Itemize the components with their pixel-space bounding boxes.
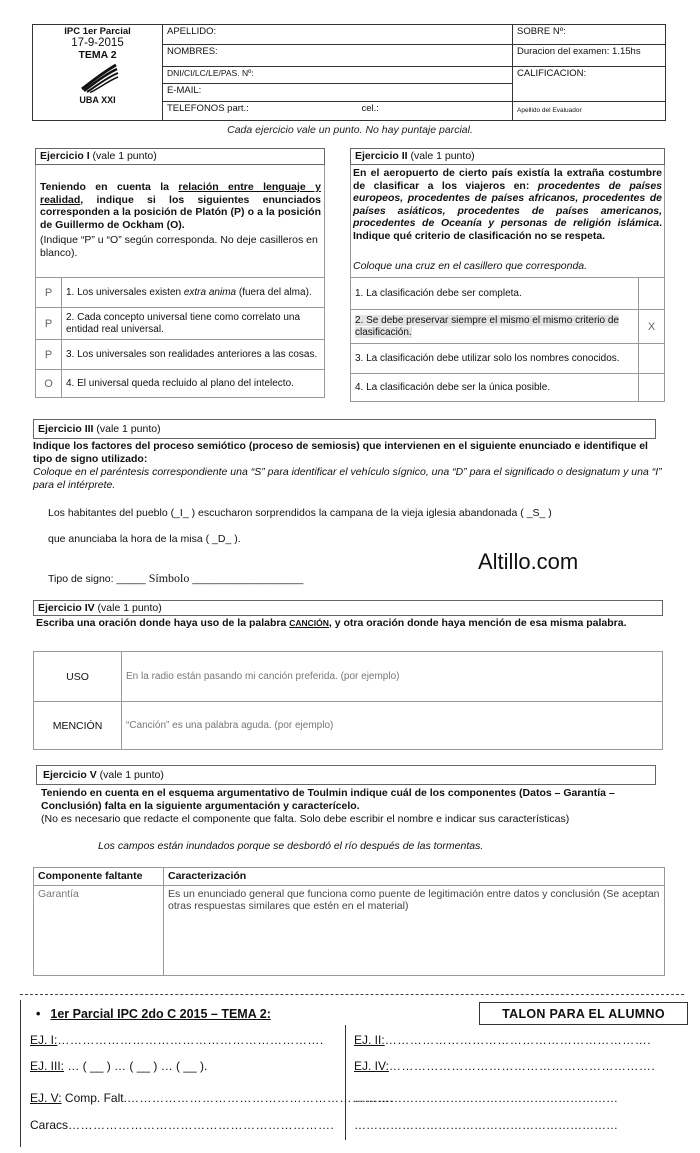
ex3-tipo-answer[interactable]: Símbolo — [145, 571, 193, 585]
ex1-title: Ejercicio I — [40, 150, 90, 162]
ex1-instruction: (Indique “P” u “O” según corresponda. No deje casilleros en blanco). — [40, 234, 318, 259]
ex2-row — [351, 374, 665, 402]
talon-title: • 1er Parcial IPC 2do C 2015 – TEMA 2: — [36, 1007, 271, 1021]
ex2-title-rest: (vale 1 punto) — [407, 150, 475, 162]
ex5-table — [33, 867, 665, 976]
ex2-statement: 4. La clasificación debe ser la única posible. — [351, 374, 639, 402]
exam-date: 17-9-2015 — [71, 37, 124, 49]
ex5-col-header: Componente faltante — [34, 868, 164, 886]
talon-ej5-line[interactable]: ………………………………………………………… — [354, 1091, 618, 1105]
talon-ej2[interactable]: EJ. II:………………………………………………………. — [354, 1033, 652, 1047]
cut-line — [20, 994, 684, 995]
talon-caracs-line[interactable]: ………………………………………………………… — [354, 1118, 618, 1132]
ex3-header — [33, 419, 656, 439]
ex4-prompt: Escriba una oración donde haya uso de la palabra CANCIÓN, y otra oración donde haya mención de esa misma palabra. — [36, 617, 627, 629]
header-table — [32, 24, 666, 121]
ex2-prompt: En el aeropuerto de cierto país existía la extraña costumbre de clasificar a los viajeros en: procedentes de países europeos, procedentes de países africanos, procedentes de países asiáticos, procedentes de países americanos, procedentes de Oceanía y personas de religión islámica. Indique qué criterio de clasificación no se respeta. — [353, 167, 663, 242]
cel-label: cel.: — [361, 102, 379, 114]
ex1-underlined: relación entre lenguaje y realidad — [40, 181, 321, 206]
ex2-row — [351, 344, 665, 374]
ex3-title: Ejercicio III — [38, 423, 94, 435]
ex5-header — [36, 765, 656, 785]
ex2-table — [350, 277, 665, 402]
ex4-title: Ejercicio IV — [38, 602, 95, 614]
ex3-instruction: Coloque en el paréntesis correspondiente una “S” para identificar el vehículo sígnico, una “D” para el significado o designatum y una “I” para el intérprete. — [33, 466, 662, 491]
ex5-col-header: Caracterización — [164, 868, 665, 886]
ex1-row — [36, 308, 325, 340]
ex5-instruction: (No es necesario que redacte el componente que falta. Solo debe escribir el nombre e indicar sus características) — [41, 813, 570, 825]
institution-name: UBA XXI — [79, 95, 116, 105]
ex4-underlined: CANCIÓN — [289, 618, 329, 628]
ex4-answer[interactable]: En la radio están pasando mi canción preferida. (por ejemplo) — [122, 652, 663, 702]
ex4-table — [33, 651, 663, 750]
talon-caracs[interactable]: Caracs………………………………………………………. — [30, 1118, 335, 1132]
grading-note: Cada ejercicio vale un punto. No hay puntaje parcial. — [227, 124, 473, 136]
email-field[interactable]: E-MAIL: — [163, 84, 513, 101]
ex1-table — [35, 277, 325, 398]
dni-field[interactable]: DNI/CI/LC/LE/PAS. Nº: — [163, 67, 513, 84]
altillo-watermark: Altillo.com — [478, 549, 579, 574]
duracion-label: Duracion del examen: 1.15hs — [513, 45, 666, 67]
ex2-mark[interactable] — [639, 278, 665, 310]
ex2-instruction: Coloque una cruz en el casillero que corresponda. — [353, 260, 588, 272]
ex1-row — [36, 340, 325, 370]
telefonos-label: TELEFONOS part.: — [167, 102, 249, 114]
ex1-prompt: Teniendo en cuenta la relación entre lenguaje y realidad, indique si los siguientes enunciados corresponden a la posición de Platón (P) o a la posición de Guillermo de Ockham (O). — [40, 181, 321, 231]
ex1-mark[interactable]: O — [36, 370, 62, 398]
ex3-prompt: Indique los factores del proceso semiótico (proceso de semiosis) que intervienen en el siguiente enunciado e identifique el tipo de signo utilizado: — [33, 440, 648, 465]
ex2-mark[interactable] — [639, 374, 665, 402]
ex5-prompt: Teniendo en cuenta en el esquema argumentativo de Toulmin indique cuál de los componentes (Datos – Garantía – Conclusión) falta en la siguiente argumentación y caracterícelo. — [41, 787, 615, 812]
ex1-header — [35, 148, 325, 165]
ex4-label: MENCIÓN — [34, 702, 122, 750]
apellido-field[interactable]: APELLIDO: — [163, 25, 513, 45]
ex2-statement: 3. La clasificación debe utilizar solo los nombres conocidos. — [351, 344, 639, 374]
ex2-row — [351, 278, 665, 310]
ex1-statement: 4. El universal queda recluido al plano del intelecto. — [62, 370, 325, 398]
talon-box: TALON PARA EL ALUMNO — [479, 1002, 688, 1025]
nombres-field[interactable]: NOMBRES: — [163, 45, 513, 67]
ex2-header — [350, 148, 665, 165]
calificacion-field[interactable]: CALIFICACION: — [513, 67, 666, 102]
ex1-title-rest: (vale 1 punto) — [89, 150, 157, 162]
ex3-title-rest: (vale 1 punto) — [93, 423, 161, 435]
ex2-statement: 1. La clasificación debe ser completa. — [351, 278, 639, 310]
ex4-row — [34, 652, 663, 702]
ex2-row — [351, 310, 665, 344]
ex4-row — [34, 702, 663, 750]
talon-ej1[interactable]: EJ. I:………………………………………………………. — [30, 1033, 324, 1047]
ex5-answer-component[interactable]: Garantía — [34, 886, 164, 976]
evaluador-field[interactable]: Apellido del Evaluador — [513, 101, 666, 120]
ex3-sentence-2: que anunciaba la hora de la misa ( _D_ ). — [48, 533, 241, 545]
ex5-title: Ejercicio V — [43, 769, 97, 781]
ex1-row — [36, 370, 325, 398]
ex1-statement: 2. Cada concepto universal tiene como correlato una entidad real universal. — [62, 308, 325, 340]
uba-logo-icon — [76, 63, 120, 93]
ex1-mark[interactable]: P — [36, 278, 62, 308]
course-line: IPC 1er Parcial — [64, 26, 131, 37]
ex3-sentence-1: Los habitantes del pueblo (_I_ ) escucharon sorprendidos la campana de la vieja iglesia abandonada ( _S_ ) — [48, 507, 552, 519]
ex1-statement: 3. Los universales son realidades anteriores a las cosas. — [62, 340, 325, 370]
ex5-answer-characterization[interactable]: Es un enunciado general que funciona como puente de legitimación entre datos y conclusión (Se aceptan otras respuestas similares que estén en el material) — [164, 886, 665, 976]
ex5-title-rest: (vale 1 punto) — [96, 769, 164, 781]
ex2-statement: 2. Se debe preservar siempre el mismo el mismo criterio de clasificación. — [351, 310, 639, 344]
talon-ej3[interactable]: EJ. III: … ( __ ) … ( __ ) … ( __ ). — [30, 1059, 208, 1073]
ex2-title: Ejercicio II — [355, 150, 408, 162]
tema-label: TEMA 2 — [78, 49, 117, 61]
ex3-tipo-signo: Tipo de signo: _____ Símbolo ___________________ — [48, 571, 304, 585]
talon-ej5[interactable]: EJ. V: Comp. Falt.………………………………………………………. — [30, 1091, 394, 1105]
ex4-header — [33, 600, 663, 616]
talon-ej4[interactable]: EJ. IV:………………………………………………………. — [354, 1059, 656, 1073]
ex2-mark[interactable] — [639, 344, 665, 374]
ex1-mark[interactable]: P — [36, 308, 62, 340]
ex4-answer[interactable]: “Canción” es una palabra aguda. (por ejemplo) — [122, 702, 663, 750]
sobre-field[interactable]: SOBRE Nº: — [513, 25, 666, 45]
ex2-mark[interactable]: X — [639, 310, 665, 344]
ex1-row — [36, 278, 325, 308]
ex1-statement: 1. Los universales existen extra anima (fuera del alma). — [62, 278, 325, 308]
logo-cell — [33, 25, 163, 121]
ex1-mark[interactable]: P — [36, 340, 62, 370]
ex5-argument: Los campos están inundados porque se desbordó el río después de las tormentas. — [98, 840, 484, 852]
ex4-label: USO — [34, 652, 122, 702]
ex4-title-rest: (vale 1 punto) — [94, 602, 162, 614]
telefonos-field[interactable] — [163, 101, 513, 120]
talon-divider — [345, 1025, 346, 1140]
